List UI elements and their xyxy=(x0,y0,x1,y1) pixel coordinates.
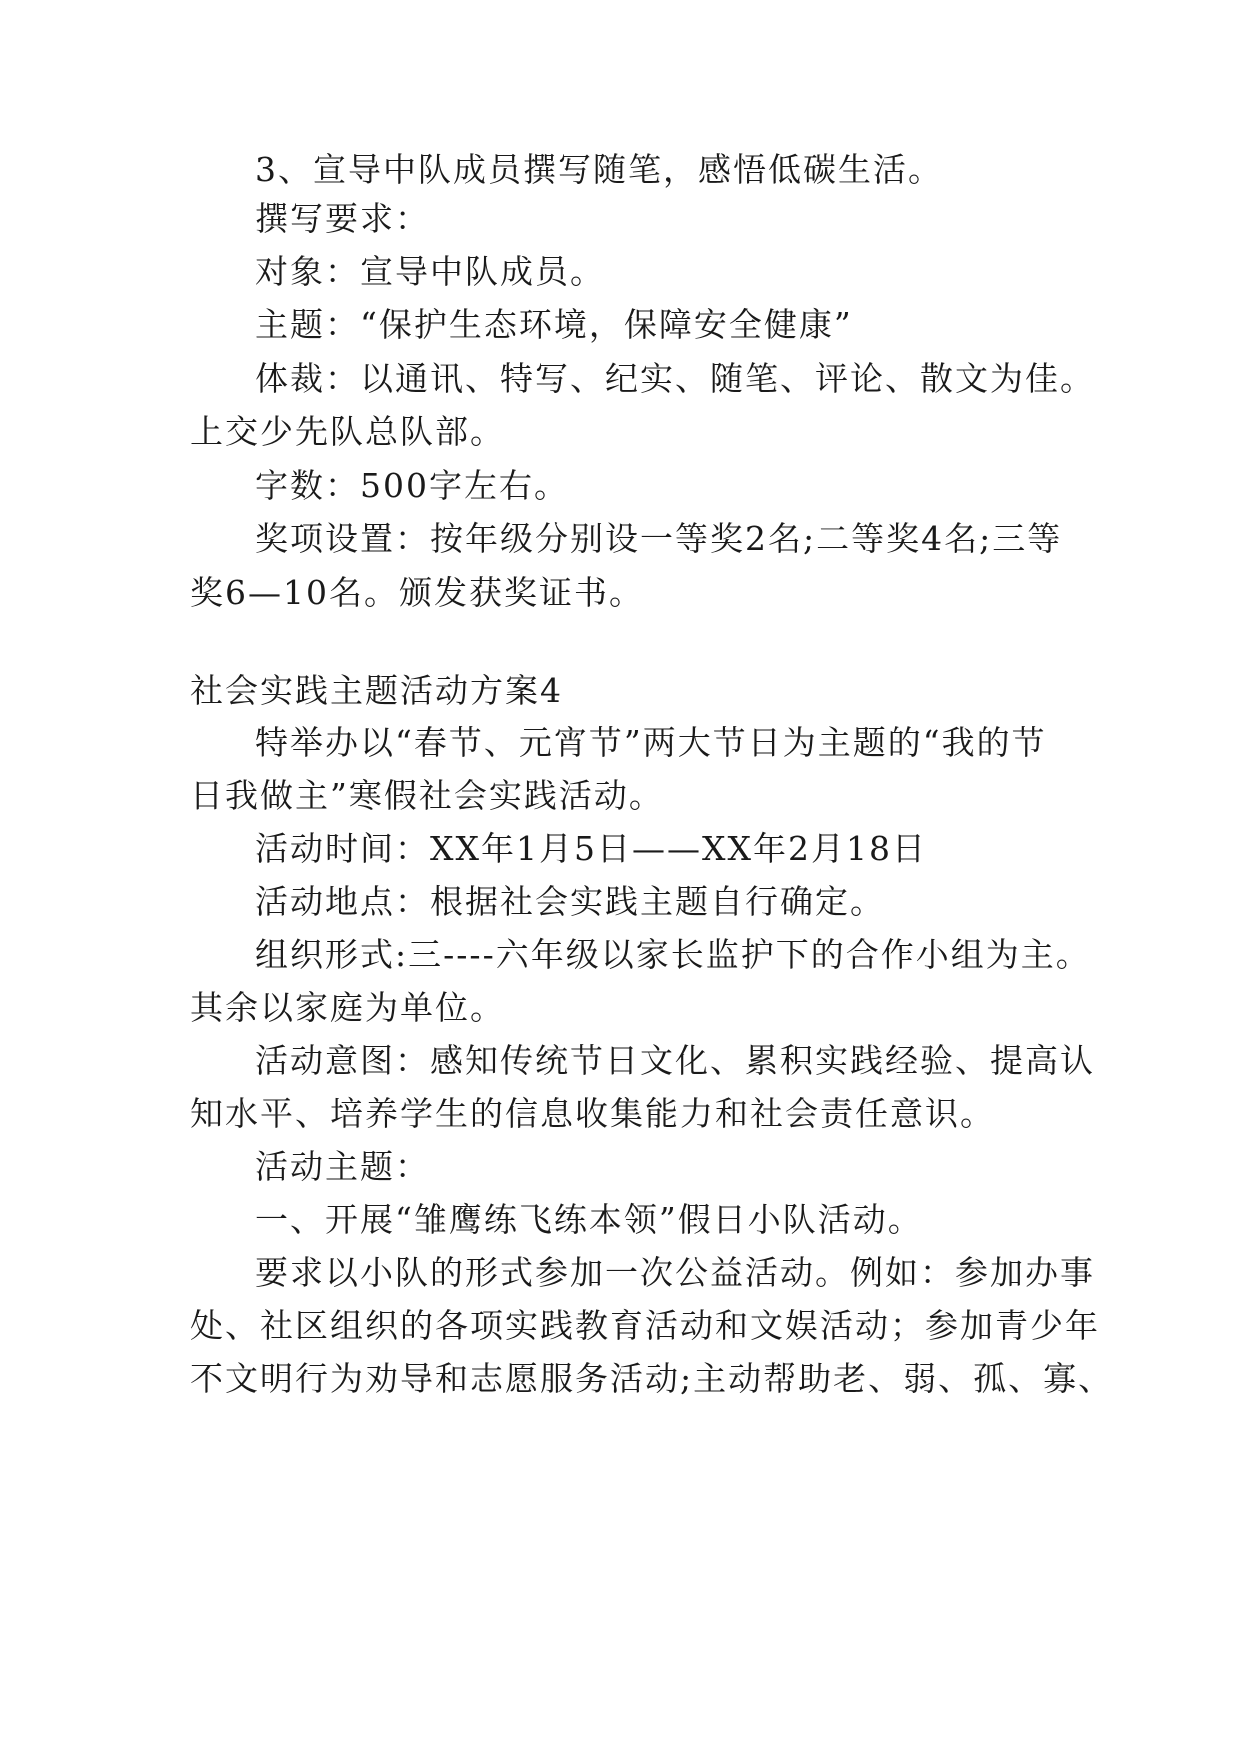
paragraph-line: 主题：“保护生态环境，保障安全健康” xyxy=(255,305,853,344)
paragraph-line: 处、社区组织的各项实践教育活动和文娱活动；参加青少年 xyxy=(190,1306,1100,1345)
section-heading: 社会实践主题活动方案4 xyxy=(190,671,563,710)
paragraph-line: 一、开展“雏鹰练飞练本领”假日小队活动。 xyxy=(255,1200,923,1239)
paragraph-line: 活动地点：根据社会实践主题自行确定。 xyxy=(255,882,885,921)
paragraph-line: 奖项设置：按年级分别设一等奖2名;二等奖4名;三等 xyxy=(255,519,1063,558)
paragraph-line: 上交少先队总队部。 xyxy=(190,412,505,451)
paragraph-line: 日我做主”寒假社会实践活动。 xyxy=(190,776,664,815)
paragraph-line: 活动时间：XX年1月5日——XX年2月18日 xyxy=(255,829,927,868)
paragraph-line: 奖6—10名。颁发获奖证书。 xyxy=(190,573,644,612)
paragraph-line: 字数：500字左右。 xyxy=(255,466,569,505)
paragraph-line: 其余以家庭为单位。 xyxy=(190,988,505,1027)
paragraph-line: 知水平、培养学生的信息收集能力和社会责任意识。 xyxy=(190,1094,995,1133)
paragraph-line: 3、宣导中队成员撰写随笔，感悟低碳生活。 xyxy=(255,150,943,189)
paragraph-line: 撰写要求： xyxy=(255,199,430,238)
paragraph-line: 不文明行为劝导和志愿服务活动;主动帮助老、弱、孤、寡、 xyxy=(190,1359,1114,1398)
paragraph-line: 活动主题： xyxy=(255,1147,430,1186)
paragraph-line: 特举办以“春节、元宵节”两大节日为主题的“我的节 xyxy=(255,723,1047,762)
paragraph-line: 对象：宣导中队成员。 xyxy=(255,252,605,291)
paragraph-line: 活动意图：感知传统节日文化、累积实践经验、提高认 xyxy=(255,1041,1095,1080)
paragraph-line: 体裁：以通讯、特写、纪实、随笔、评论、散文为佳。 xyxy=(255,359,1095,398)
paragraph-line: 组织形式:三----六年级以家长监护下的合作小组为主。 xyxy=(255,935,1091,974)
paragraph-line: 要求以小队的形式参加一次公益活动。例如：参加办事 xyxy=(255,1253,1095,1292)
